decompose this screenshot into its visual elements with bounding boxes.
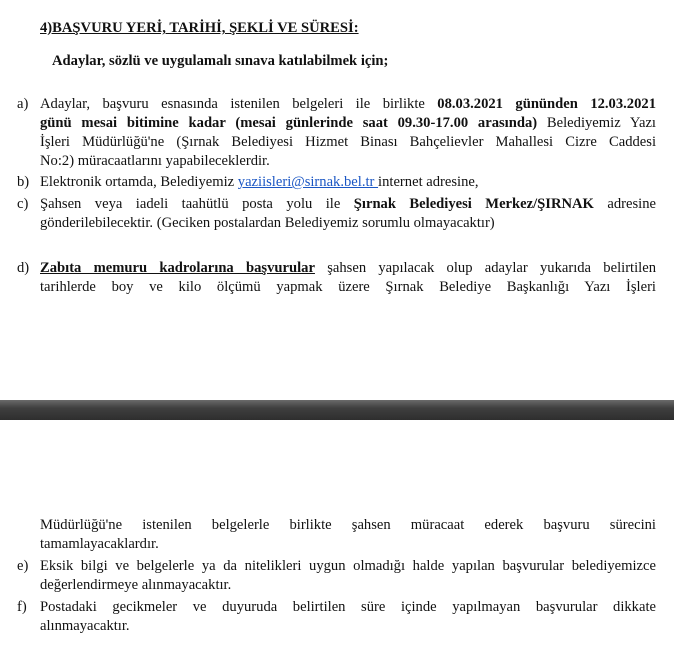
item-a-line-3: İşleri Müdürlüğü'ne (Şırnak Belediyesi Hizmet Binası Bahçelievler Mahallesi Cizre Caddesi xyxy=(40,134,656,150)
item-d-line-3: Müdürlüğü'ne istenilen belgelerle birlikte şahsen müracaat ederek başvuru sürecini xyxy=(40,517,656,533)
item-f-line-2: alınmayacaktır. xyxy=(40,618,130,634)
item-c-line-1: Şahsen veya iadeli taahütlü posta yolu ile Şırnak Belediyesi Merkez/ŞIRNAK adresine xyxy=(40,196,656,212)
item-f-marker: f) xyxy=(17,599,27,615)
item-f-line-1: Postadaki gecikmeler ve duyuruda belirtilen süre içinde yapılmayan başvurular dikkate xyxy=(40,599,656,615)
section-heading: 4)BAŞVURU YERİ, TARİHİ, ŞEKLİ VE SÜRESİ: xyxy=(40,20,359,36)
item-d-line-1: Zabıta memuru kadrolarına başvurular şahsen yapılacak olup adaylar yukarıda belirtilen xyxy=(40,260,656,276)
document-page-2 xyxy=(0,420,674,654)
item-b-line: Elektronik ortamda, Belediyemiz yaziisleri@sirnak.bel.tr internet adresine, xyxy=(40,174,479,190)
item-d-line-4: tamamlayacaklardır. xyxy=(40,536,159,552)
item-c-marker: c) xyxy=(17,196,29,212)
item-b-marker: b) xyxy=(17,174,30,190)
item-a-line-4: No:2) müracaatlarını yapabileceklerdir. xyxy=(40,153,270,169)
item-d-marker: d) xyxy=(17,260,30,276)
item-c-line-2: gönderilebilecektir. (Geciken postalardan Belediyemiz sorumlu olmayacaktır) xyxy=(40,215,495,231)
item-a-line-2: günü mesai bitimine kadar (mesai günlerinde saat 09.30-17.00 arasında) Belediyemiz Yazı xyxy=(40,115,656,131)
item-e-marker: e) xyxy=(17,558,29,574)
intro-text: Adaylar, sözlü ve uygulamalı sınava katılabilmek için; xyxy=(52,53,389,69)
item-a-line-1: Adaylar, başvuru esnasında istenilen belgeleri ile birlikte 08.03.2021 gününden 12.03.2021 xyxy=(40,96,656,112)
item-e-line-1: Eksik bilgi ve belgelerle ya da nitelikleri uygun olmadığı halde yapılan başvurular belediyemizce xyxy=(40,558,656,574)
item-a-marker: a) xyxy=(17,96,29,112)
page-break xyxy=(0,400,674,420)
item-e-line-2: değerlendirmeye alınmayacaktır. xyxy=(40,577,232,593)
item-d-line-2: tarihlerde boy ve kilo ölçümü yapmak üzere Şırnak Belediye Başkanlığı Yazı İşleri xyxy=(40,279,656,295)
email-link[interactable]: yaziisleri@sirnak.bel.tr xyxy=(237,174,379,190)
